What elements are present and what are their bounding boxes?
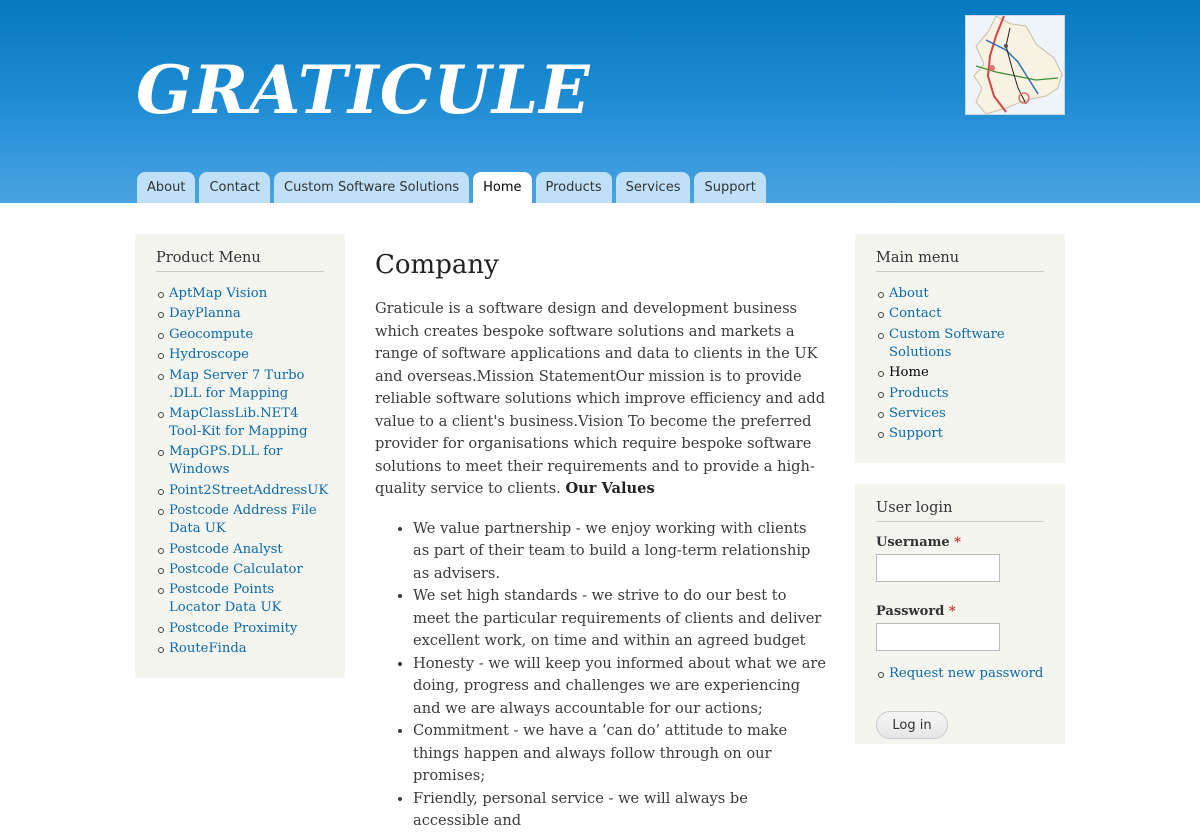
list-item [169,405,324,441]
password-input[interactable] [876,623,1000,651]
username-input[interactable] [876,554,1000,582]
list-item [169,541,324,559]
site-header [0,0,1200,203]
tab-support[interactable]: Support [694,172,765,203]
list-item [889,364,1044,382]
list-item: • Honesty - we will keep you informed about what we are doing, progress and challenges we are experiencing and we are always accountable for our actions; [413,653,827,721]
list-item [889,405,1044,423]
values-list [375,518,827,833]
product-link-postcode-address-file[interactable]: Postcode Address File Data UK [169,503,317,537]
tab-products[interactable]: Products [536,172,612,203]
list-item [169,285,324,303]
user-login-title: User login [876,500,1044,522]
menu-link-about[interactable]: About [889,286,929,301]
username-label [876,535,1044,550]
username-label-text: Username [876,535,950,550]
product-link-dayplanna[interactable]: DayPlanna [169,306,241,322]
list-item: • We set high standards - we strive to do our best to meet the particular requirements of clients and deliver excellent work, on time and within an agreed budget [413,585,827,653]
list-item [169,620,324,638]
list-item [889,326,1044,362]
required-mark: * [954,535,962,550]
product-menu-block [135,234,345,678]
product-link-mapgps[interactable]: MapGPS.DLL for Windows [169,444,283,478]
list-item [169,482,329,500]
primary-tabs [137,172,766,203]
product-link-mapclasslib[interactable]: MapClassLib.NET4 Tool-Kit for Mapping [169,405,308,439]
product-link-postcode-analyst[interactable]: Postcode Analyst [169,541,283,557]
product-link-point2streetaddress[interactable]: Point2StreetAddressUK [169,482,329,498]
product-menu-list [156,285,329,658]
tab-about[interactable]: About [137,172,195,203]
menu-link-support[interactable]: Support [889,426,943,442]
list-item [169,326,324,344]
product-menu-title: Product Menu [156,250,324,272]
list-item [169,581,324,617]
password-label [876,604,1044,619]
list-item [169,305,324,323]
tab-custom-software-solutions[interactable]: Custom Software Solutions [274,172,469,203]
password-label-text: Password [876,604,945,619]
product-link-geocompute[interactable]: Geocompute [169,326,254,342]
menu-item-home[interactable]: Home [889,365,929,381]
list-item [889,385,1044,403]
product-link-routefinda[interactable]: RouteFinda [169,641,247,657]
list-item [889,285,1044,303]
page-title: Company [375,250,499,280]
list-item [169,561,324,579]
list-item: • We value partnership - we enjoy working with clients as part of their team to build a long-term relationship as advisers. [413,518,827,586]
product-link-postcode-calculator[interactable]: Postcode Calculator [169,561,303,577]
product-link-hydroscope[interactable]: Hydroscope [169,347,249,363]
menu-link-products[interactable]: Products [889,385,949,401]
list-item [889,425,1044,443]
product-link-postcode-proximity[interactable]: Postcode Proximity [169,620,298,636]
menu-link-contact[interactable]: Contact [889,306,942,322]
log-in-button[interactable]: Log in [876,711,948,739]
required-mark: * [948,604,956,619]
list-item [889,665,1044,683]
product-link-postcode-points-locator[interactable]: Postcode Points Locator Data UK [169,582,282,616]
list-item [169,367,324,403]
request-new-password-link[interactable]: Request new password [889,666,1044,681]
product-link-aptmap-vision[interactable]: AptMap Vision [169,286,268,301]
list-item: • Commitment - we have a ‘can do’ attitude to make things happen and always follow through on our promises; [413,720,827,788]
tab-home[interactable]: Home [473,172,531,203]
uk-map-icon[interactable] [965,15,1065,115]
list-item [889,305,1044,323]
list-item: • Friendly, personal service - we will always be accessible and [413,788,827,833]
list-item [169,502,324,538]
list-item [169,346,324,364]
tab-services[interactable]: Services [616,172,691,203]
tab-contact[interactable]: Contact [199,172,270,203]
main-content [375,248,827,833]
site-name[interactable]: GRATICULE [136,51,591,129]
main-menu-block [855,234,1065,463]
main-menu-list [876,285,1044,443]
menu-link-custom-software-solutions[interactable]: Custom Software Solutions [889,326,1005,360]
product-link-map-server[interactable]: Map Server 7 Turbo .DLL for Mapping [169,367,305,401]
main-menu-title: Main menu [876,250,1044,272]
values-heading: Our Values [565,480,655,497]
list-item [169,640,324,658]
intro-text: Graticule is a software design and development business which creates bespoke software solutions and markets a range of software applications and data to clients in the UK and overseas.Mission StatementOur mission is to provide reliable software solutions which improve efficiency and add value to a client's business.Vision To become the preferred provider for organisations which require bespoke software solutions to meet their requirements and to provide a high-quality service to clients. [375,300,826,497]
login-links [876,665,1044,683]
intro-paragraph [375,298,827,501]
list-item [169,443,324,479]
user-login-block [855,484,1065,744]
menu-link-services[interactable]: Services [889,405,946,421]
